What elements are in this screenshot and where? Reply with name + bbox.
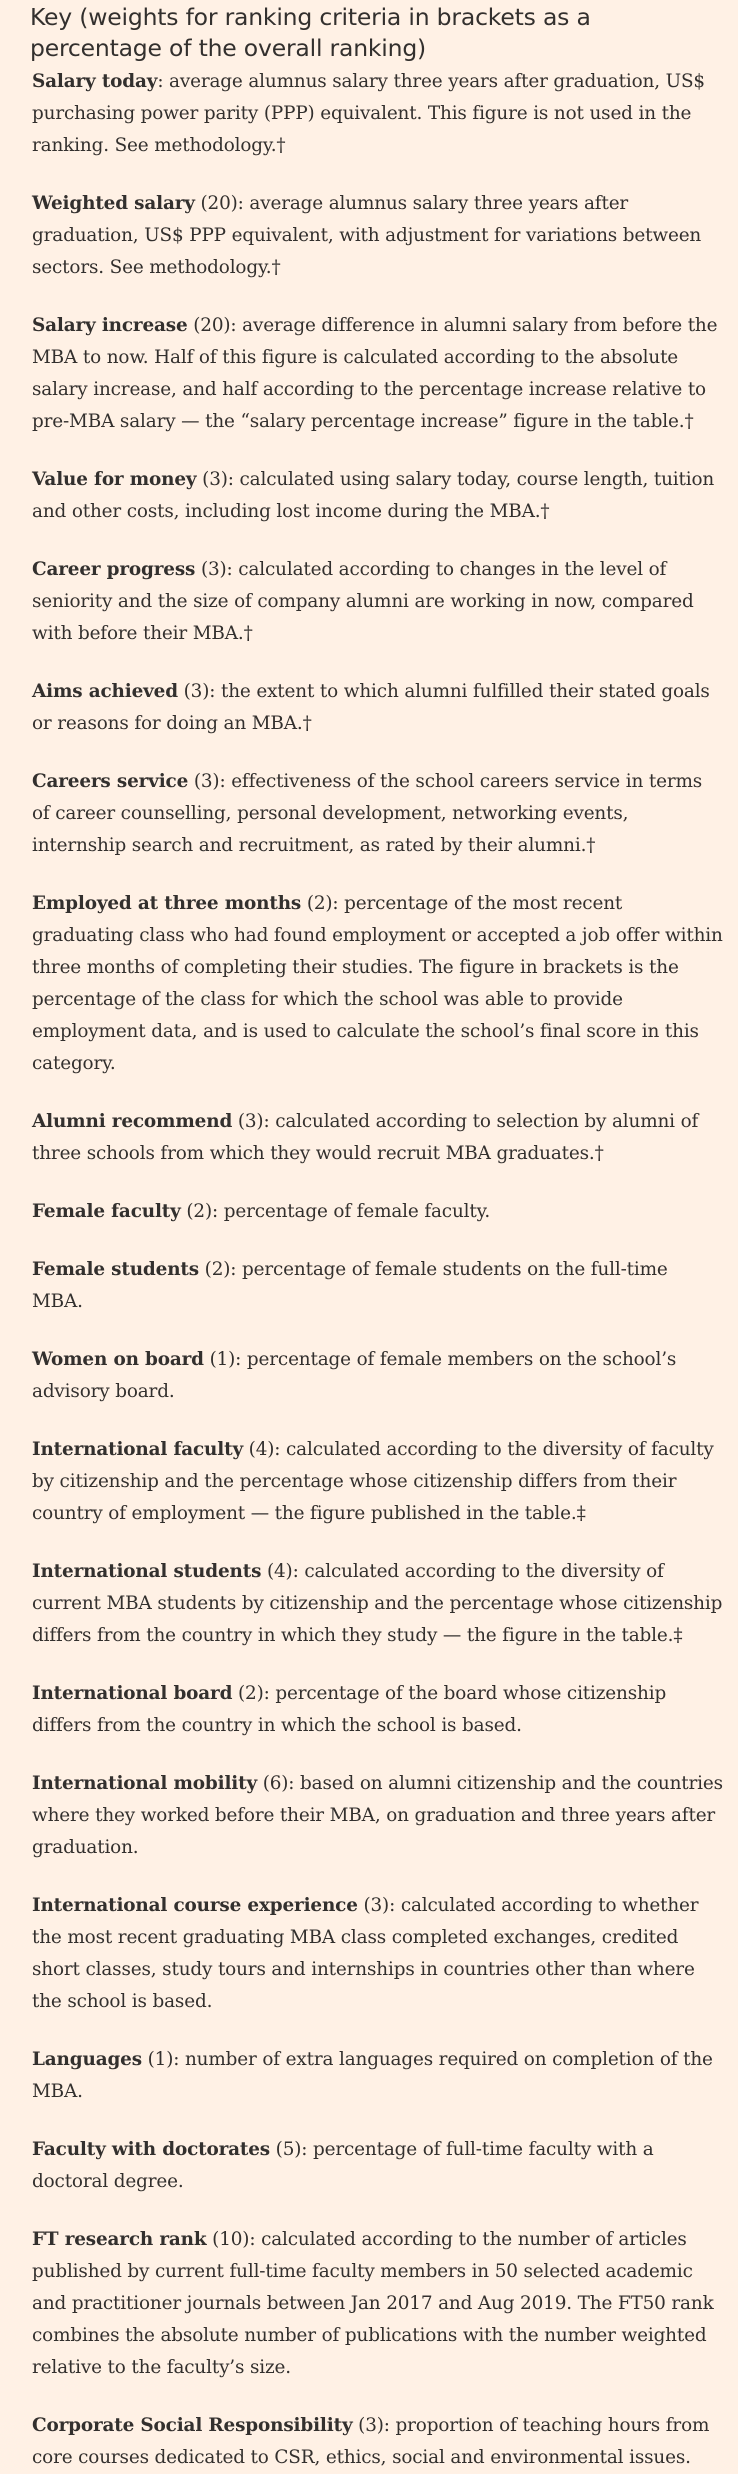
entry-term: International course experience (32, 1895, 358, 1916)
entry-term: Women on board (32, 1349, 204, 1370)
entry-term: Alumni recommend (32, 1111, 233, 1132)
key-document (0, 2, 738, 2474)
entry-term: International mobility (32, 1773, 257, 1794)
entry-description: (2): percentage of the most recent graduating class who had found employment or accepted a job offer within three months of completing their studies. The figure in brackets is the percentage of the class for which the school was able to provide employment data, and is used to calculate the school’s final score in this category. (32, 893, 723, 1074)
entry-description: (5): percentage of full-time faculty with a doctoral degree. (32, 2139, 654, 2192)
entry-description: (2): percentage of female students on the full-time MBA. (32, 1259, 668, 1312)
entry-term: Weighted salary (32, 193, 195, 214)
entry-description: (2): percentage of the board whose citizenship differs from the country in which the school is based. (32, 1683, 667, 1736)
entry-description: (1): number of extra languages required on completion of the MBA. (32, 2049, 713, 2102)
key-heading: Key (weights for ranking criteria in brackets as a percentage of the overall ranking) (30, 3, 591, 62)
entry-term: International board (32, 1683, 233, 1704)
entry-term: International students (32, 1561, 262, 1582)
entry-description: (3): calculated according to selection by alumni of three schools from which they would recruit MBA graduates.† (32, 1111, 699, 1164)
entry-term: Employed at three months (32, 893, 302, 914)
entry-faculty-with-doctorates (32, 2134, 724, 2198)
entry-term: Careers service (32, 771, 189, 792)
entry-weighted-salary (32, 188, 724, 284)
entry-employed-at-three-months (32, 888, 724, 1080)
entry-term: Corporate Social Responsibility (32, 2415, 353, 2436)
entry-ft-research-rank (32, 2224, 724, 2384)
entry-term: Languages (32, 2049, 142, 2070)
entry-term: Female students (32, 1259, 199, 1280)
entry-international-faculty (32, 1434, 724, 1530)
entry-description: (20): average difference in alumni salary from before the MBA to now. Half of this figure is calculated according to the absolute salary increase, and half according to the percentage increase relative to pre-MBA salary — the “salary percentage increase” figure in the table.† (32, 315, 718, 432)
entry-international-mobility (32, 1768, 724, 1864)
entry-description: (6): based on alumni citizenship and the countries where they worked before their MBA, on graduation and three years after graduation. (32, 1773, 723, 1858)
entry-description: (1): percentage of female members on the school’s advisory board. (32, 1349, 677, 1402)
entry-careers-service (32, 766, 724, 862)
entry-alumni-recommend (32, 1106, 724, 1170)
entry-description: (3): proportion of teaching hours from core courses dedicated to CSR, ethics, social and environmental issues. (32, 2415, 710, 2468)
entry-description: (20): average alumnus salary three years after graduation, US$ PPP equivalent, with adjustment for variations between sectors. See methodology.† (32, 193, 702, 278)
entry-description: (2): percentage of female faculty. (180, 1201, 491, 1222)
entry-term: Female faculty (32, 1201, 181, 1222)
entry-description: : average alumnus salary three years after graduation, US$ purchasing power parity (PPP) equivalent. This figure is not used in the ranking. See methodology.† (32, 71, 705, 156)
entry-salary-today (32, 66, 724, 162)
entry-term: Career progress (32, 559, 196, 580)
entry-corporate-social-responsibility (32, 2410, 724, 2474)
entry-term: International faculty (32, 1439, 243, 1460)
entry-description: (3): calculated using salary today, course length, tuition and other costs, including lost income during the MBA.† (32, 469, 715, 522)
entry-description: (4): calculated according to the diversity of faculty by citizenship and the percentage whose citizenship differs from their country of employment — the figure published in the table.‡ (32, 1439, 714, 1524)
entry-term: FT research rank (32, 2229, 207, 2250)
entry-term: Aims achieved (32, 681, 178, 702)
entry-female-students (32, 1254, 724, 1318)
entry-term: Value for money (32, 469, 197, 490)
entry-international-course-experience (32, 1890, 724, 2018)
entry-international-board (32, 1678, 724, 1742)
entry-description: (4): calculated according to the diversity of current MBA students by citizenship and the percentage whose citizenship differs from the country in which they study — the figure in the table.‡ (32, 1561, 723, 1646)
entry-aims-achieved (32, 676, 724, 740)
entry-term: Salary increase (32, 315, 188, 336)
entry-international-students (32, 1556, 724, 1652)
entry-term: Faculty with doctorates (32, 2139, 270, 2160)
entry-description: (3): the extent to which alumni fulfilled their stated goals or reasons for doing an MBA.† (32, 681, 710, 734)
entry-description: (3): calculated according to whether the most recent graduating MBA class completed exchanges, credited short classes, study tours and internships in countries other than where the school is based. (32, 1895, 699, 2012)
entry-description: (3): calculated according to changes in the level of seniority and the size of company alumni are working in now, compared with before their MBA.† (32, 559, 694, 644)
entry-salary-increase (32, 310, 724, 438)
entry-description: (3): effectiveness of the school careers service in terms of career counselling, personal development, networking events, internship search and recruitment, as rated by their alumni.† (32, 771, 703, 856)
entry-value-for-money (32, 464, 724, 528)
entry-term: Salary today (32, 71, 158, 92)
entry-women-on-board (32, 1344, 724, 1408)
entry-female-faculty (32, 1196, 724, 1228)
entry-description: (10): calculated according to the number of articles published by current full-time faculty members in 50 selected academic and practitioner journals between Jan 2017 and Aug 2019. The FT50 rank combines the absolute number of publications with the number weighted relative to the faculty’s size. (32, 2229, 714, 2378)
entry-career-progress (32, 554, 724, 650)
entry-languages (32, 2044, 724, 2108)
